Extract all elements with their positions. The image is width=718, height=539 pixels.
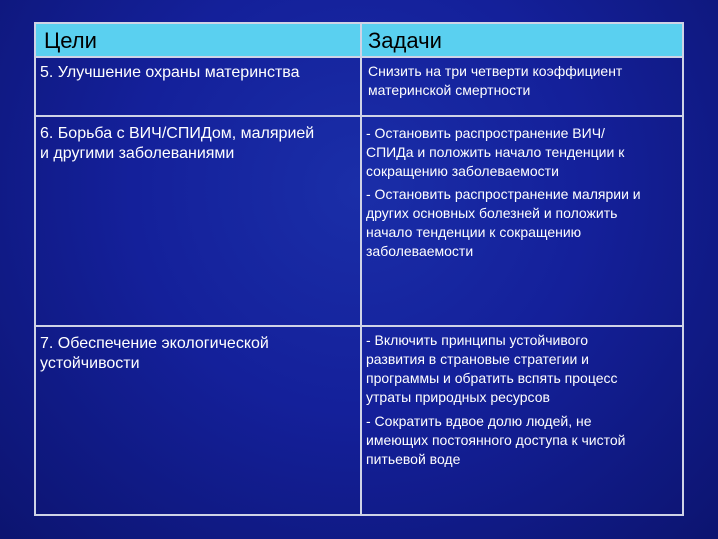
task-cell: - Остановить распространение ВИЧ/ СПИДа и положить начало тенденции к сокращению заболеваемости xyxy=(366,125,625,179)
goal-cell: 7. Обеспечение экологической устойчивости xyxy=(40,335,269,372)
task-cell: - Сократить вдвое долю людей, не имеющих постоянного доступа к чистой питьевой воде xyxy=(366,413,626,467)
goal-cell: 6. Борьба с ВИЧ/СПИДом, малярией и другими заболеваниями xyxy=(40,125,315,162)
task-cell: - Остановить распространение малярии и других основных болезней и положить начало тенденции к сокращению заболеваемости xyxy=(366,186,641,259)
goal-cell: 5. Улучшение охраны материнства xyxy=(40,64,300,81)
row-divider xyxy=(34,115,684,117)
header-goals: Цели xyxy=(44,28,97,53)
task-cell: Снизить на три четверти коэффициент материнской смертности xyxy=(368,63,623,98)
row-divider xyxy=(34,325,684,327)
header-tasks: Задачи xyxy=(368,28,442,53)
row-divider xyxy=(34,56,684,58)
column-divider xyxy=(360,22,362,516)
task-cell: - Включить принципы устойчивого развития в страновые стратегии и программы и обратить вспять процесс утраты природных ресурсов xyxy=(366,332,618,405)
